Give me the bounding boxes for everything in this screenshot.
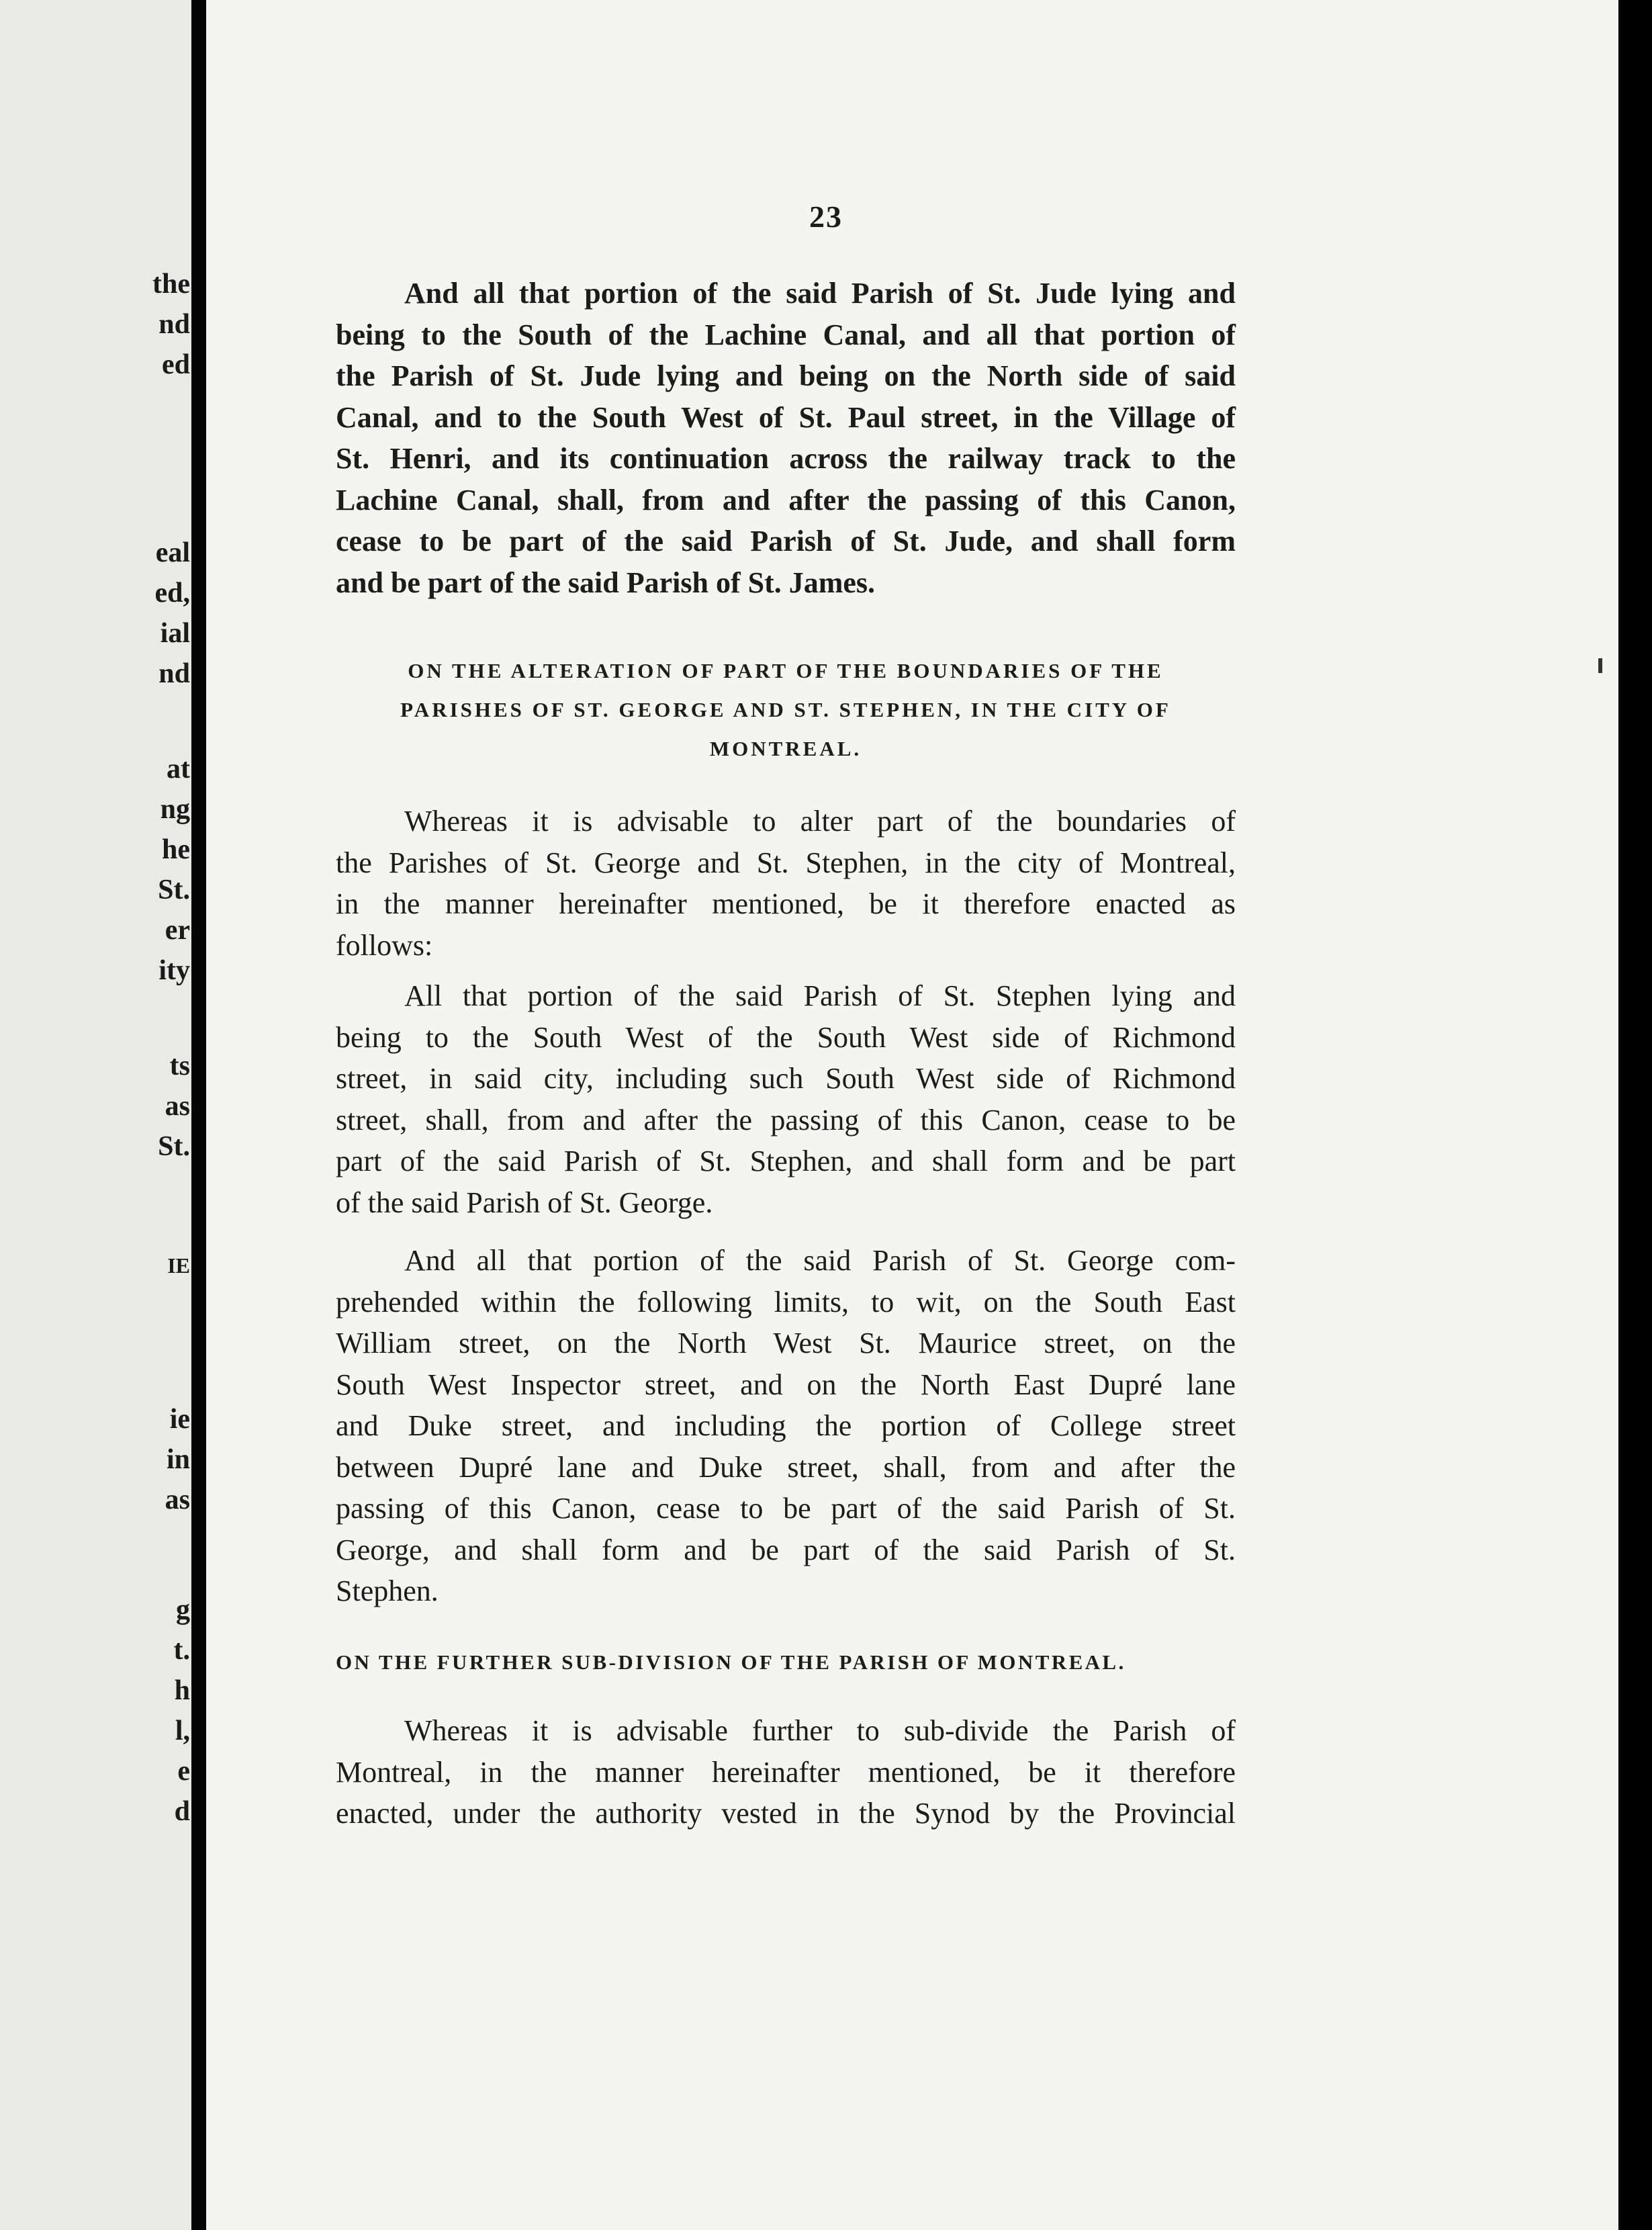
left-fragment: the [152, 269, 190, 300]
left-fragment: nd [158, 658, 190, 689]
text-line: part of the said Parish of St. Stephen, and shall form and be part [336, 1145, 1236, 1177]
left-fragment: l, [175, 1715, 190, 1746]
left-fragment: St. [158, 875, 190, 905]
text-line: Stephen. [336, 1574, 439, 1607]
left-fragment: g [176, 1595, 190, 1625]
text-line: in the manner hereinafter mentioned, be it therefore enacted as [336, 887, 1236, 920]
paragraph-st-jude [336, 273, 1236, 603]
text-line: Canal, and to the South West of St. Paul street, in the Village of [336, 400, 1236, 434]
book-gutter [191, 0, 206, 2230]
text-line: enacted, under the authority vested in the Synod by the Provincial [336, 1797, 1236, 1830]
text-line: between Dupré lane and Duke street, shall, from and after the [336, 1450, 1236, 1484]
text-line: Lachine Canal, shall, from and after the passing of this Canon, [336, 483, 1236, 517]
text-line: follows: [336, 928, 433, 962]
heading-line: ON THE FURTHER SUB-DIVISION OF THE PARISH OF MONTREAL. [336, 1650, 1126, 1674]
left-fragment: h [174, 1675, 190, 1706]
heading-line: ON THE ALTERATION OF PART OF THE BOUNDARIES OF THE [408, 659, 1164, 682]
text-line: And all that portion of the said Parish of St. George com- [404, 1244, 1236, 1277]
section-heading-subdivision [336, 1643, 1236, 1682]
text-line: prehended within the following limits, to wit, on the South East [336, 1285, 1236, 1319]
paragraph-st-george [336, 1240, 1236, 1612]
left-fragment: ity [158, 955, 190, 986]
left-page-margin [0, 0, 191, 2230]
heading-line: PARISHES OF ST. GEORGE AND ST. STEPHEN, IN THE CITY OF [400, 698, 1171, 721]
heading-line: MONTREAL. [709, 737, 862, 760]
paragraph-whereas-boundaries [336, 801, 1236, 966]
left-fragment: ng [160, 794, 190, 825]
left-fragment: e [177, 1756, 190, 1787]
paragraph-st-stephen [336, 975, 1236, 1223]
left-fragment: eal [155, 537, 190, 568]
text-line: William street, on the North West St. Maurice street, on the [336, 1327, 1236, 1359]
text-line: George, and shall form and be part of the said Parish of St. [336, 1533, 1236, 1566]
left-fragment: ie [169, 1404, 190, 1435]
section-heading-boundaries [336, 652, 1236, 768]
left-fragment: ed, [154, 578, 190, 609]
text-line: the Parishes of St. George and St. Stephen, in the city of Montreal, [336, 846, 1236, 879]
text-line: of the said Parish of St. George. [336, 1186, 713, 1219]
paragraph-whereas-subdivision [336, 1710, 1236, 1834]
left-fragment: ial [160, 618, 190, 649]
text-line: St. Henri, and its continuation across the railway track to the [336, 442, 1236, 475]
page-edge [1618, 0, 1652, 2230]
text-line: Montreal, in the manner hereinafter mentioned, be it therefore [336, 1755, 1236, 1789]
text-line: cease to be part of the said Parish of St. Jude, and shall form [336, 525, 1236, 558]
text-line: being to the South West of the South West side of Richmond [336, 1020, 1236, 1054]
left-fragment: er [165, 915, 190, 946]
text-line: South West Inspector street, and on the North East Dupré lane [336, 1368, 1236, 1401]
text-line: the Parish of St. Jude lying and being on the North side of said [336, 359, 1236, 392]
text-line: And all that portion of the said Parish of St. Jude lying and [404, 277, 1236, 310]
left-fragment: he [162, 834, 190, 865]
left-fragment: St. [158, 1131, 190, 1162]
text-line: being to the South of the Lachine Canal, and all that portion of [336, 318, 1236, 351]
left-fragment: in [166, 1444, 190, 1475]
left-fragment: IE [167, 1253, 190, 1278]
text-line: street, shall, from and after the passing of this Canon, cease to be [336, 1103, 1236, 1136]
left-fragment: ts [169, 1051, 190, 1081]
text-line: and be part of the said Parish of St. James. [336, 566, 876, 599]
left-fragment: t. [173, 1635, 190, 1666]
edge-mark [1598, 658, 1602, 673]
left-fragment: as [165, 1484, 190, 1515]
text-line: passing of this Canon, cease to be part of the said Parish of St. [336, 1492, 1236, 1525]
page-number: 23 [809, 199, 843, 234]
text-line: Whereas it is advisable further to sub-divide the Parish of [404, 1714, 1236, 1747]
left-fragment: as [165, 1091, 190, 1122]
text-line: All that portion of the said Parish of St. Stephen lying and [404, 979, 1236, 1012]
left-fragment: ed [162, 349, 190, 380]
left-fragment: at [167, 754, 190, 785]
text-line: Whereas it is advisable to alter part of the boundaries of [404, 805, 1236, 838]
left-fragment: d [174, 1796, 190, 1827]
left-fragment: nd [158, 309, 190, 340]
text-line: and Duke street, and including the portion of College street [336, 1409, 1236, 1442]
text-line: street, in said city, including such South West side of Richmond [336, 1062, 1236, 1095]
